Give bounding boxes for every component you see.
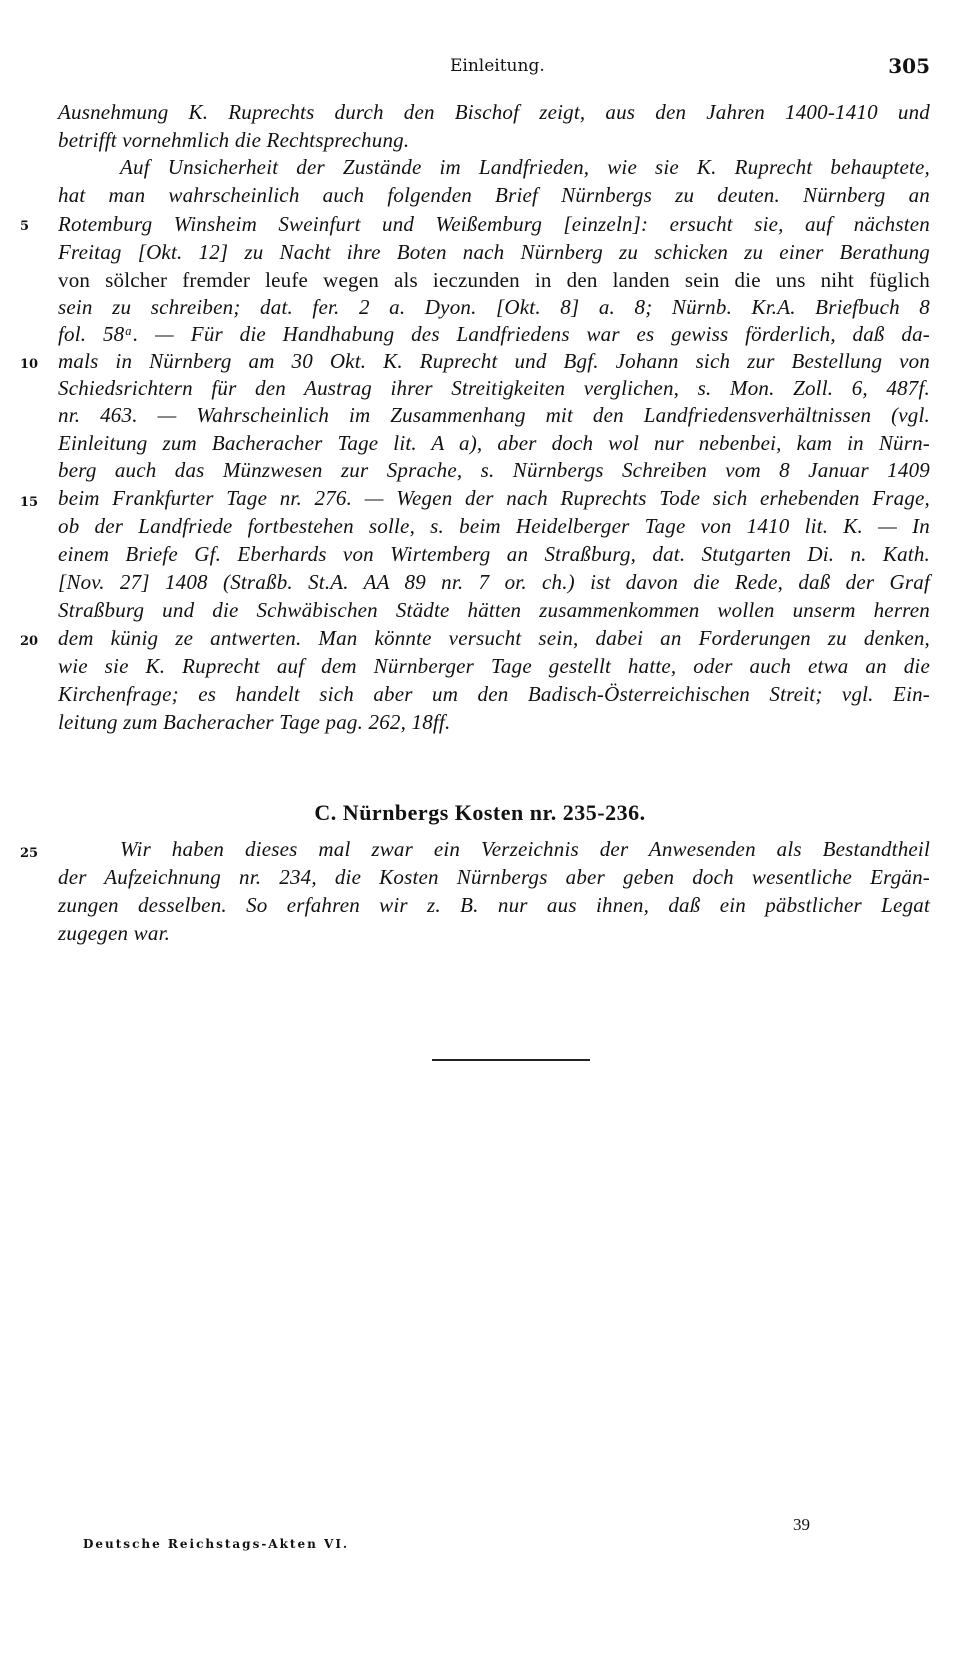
text-line: Wir haben dieses mal zwar ein Verzeichnis der Anwesenden als Bestandtheil bbox=[120, 837, 930, 861]
text-line: wie sie K. Ruprecht auf dem Nürnberger Tage gestellt hatte, oder auch etwa an die bbox=[58, 654, 930, 678]
text-line: mals in Nürnberg am 30 Okt. K. Ruprecht und Bgf. Johann sich zur Bestellung von bbox=[58, 349, 930, 373]
page-header bbox=[60, 56, 930, 80]
text-line: beim Frankfurter Tage nr. 276. — Wegen der nach Ruprechts Tode sich erhebenden Frage, bbox=[58, 486, 930, 510]
text-line: Kirchenfrage; es handelt sich aber um den Badisch-Österreichischen Streit; vgl. Ein- bbox=[58, 682, 930, 706]
sheet-number: 39 bbox=[793, 1515, 810, 1534]
line-number: 5 bbox=[20, 219, 30, 234]
line-number: 25 bbox=[20, 846, 39, 861]
line-number: 15 bbox=[20, 495, 39, 510]
text-line: fol. 58ᵃ. — Für die Handhabung des Landfriedens war es gewiss förderlich, daß da- bbox=[58, 322, 930, 346]
text-line: nr. 463. — Wahrscheinlich im Zusammenhang mit den Landfriedensverhältnissen (vgl. bbox=[58, 403, 930, 427]
text-line: Straßburg und die Schwäbischen Städte hätten zusammenkommen wollen unserm herren bbox=[58, 598, 930, 622]
text-line: Auf Unsicherheit der Zustände im Landfrieden, wie sie K. Ruprecht behauptete, bbox=[120, 155, 930, 179]
text-line: zugegen war. bbox=[58, 921, 171, 945]
section-heading: C. Nürnbergs Kosten nr. 235-236. bbox=[314, 800, 646, 825]
text-line: hat man wahrscheinlich auch folgenden Brief Nürnbergs zu deuten. Nürnberg an bbox=[58, 183, 930, 207]
text-line: Freitag [Okt. 12] zu Nacht ihre Boten nach Nürnberg zu schicken zu einer Berathung bbox=[58, 240, 930, 264]
text-line: leitung zum Bacheracher Tage pag. 262, 18ff. bbox=[58, 710, 451, 734]
text-line: zungen desselben. So erfahren wir z. B. nur aus ihnen, daß ein päbstlicher Legat bbox=[58, 893, 930, 917]
text-line: [Nov. 27] 1408 (Straßb. St.A. AA 89 nr. 7 or. ch.) ist davon die Rede, daß der Graf bbox=[58, 570, 930, 594]
text-line: sein zu schreiben; dat. fer. 2 a. Dyon. [Okt. 8] a. 8; Nürnb. Kr.A. Briefbuch 8 bbox=[58, 295, 930, 319]
text-line: dem künig ze antwerten. Man könnte versucht sein, dabei an Forderungen zu denken, bbox=[58, 626, 930, 650]
page-number: 305 bbox=[888, 54, 930, 78]
text-line: betrifft vornehmlich die Rechtsprechung. bbox=[58, 128, 410, 152]
section-divider bbox=[432, 1059, 590, 1061]
text-line: ob der Landfriede fortbestehen solle, s. beim Heidelberger Tage von 1410 lit. K. — In bbox=[58, 514, 930, 538]
text-line: Schiedsrichtern für den Austrag ihrer Streitigkeiten verglichen, s. Mon. Zoll. 6, 487f. bbox=[58, 376, 930, 400]
signature-line: Deutsche Reichstags-Akten VI. bbox=[83, 1537, 350, 1551]
text-line: Rotemburg Winsheim Sweinfurt und Weißemburg [einzeln]: ersucht sie, auf nächsten bbox=[58, 212, 930, 236]
text-line: Einleitung zum Bacheracher Tage lit. A a), aber doch wol nur nebenbei, kam in Nürn- bbox=[58, 431, 930, 455]
line-number: 20 bbox=[20, 634, 39, 649]
text-line: berg auch das Münzwesen zur Sprache, s. Nürnbergs Schreiben vom 8 Januar 1409 bbox=[58, 458, 930, 482]
text-line: der Aufzeichnung nr. 234, die Kosten Nürnbergs aber geben doch wesentliche Ergän- bbox=[58, 865, 930, 889]
line-number: 10 bbox=[20, 357, 39, 372]
text-line: von sölcher fremder leufe wegen als ieczunden in den landen sein die uns niht füglich bbox=[58, 268, 930, 292]
text-line: Ausnehmung K. Ruprechts durch den Bischof zeigt, aus den Jahren 1400-1410 und bbox=[58, 100, 930, 124]
text-line: einem Briefe Gf. Eberhards von Wirtemberg an Straßburg, dat. Stutgarten Di. n. Kath. bbox=[58, 542, 930, 566]
running-title: Einleitung. bbox=[450, 56, 545, 76]
